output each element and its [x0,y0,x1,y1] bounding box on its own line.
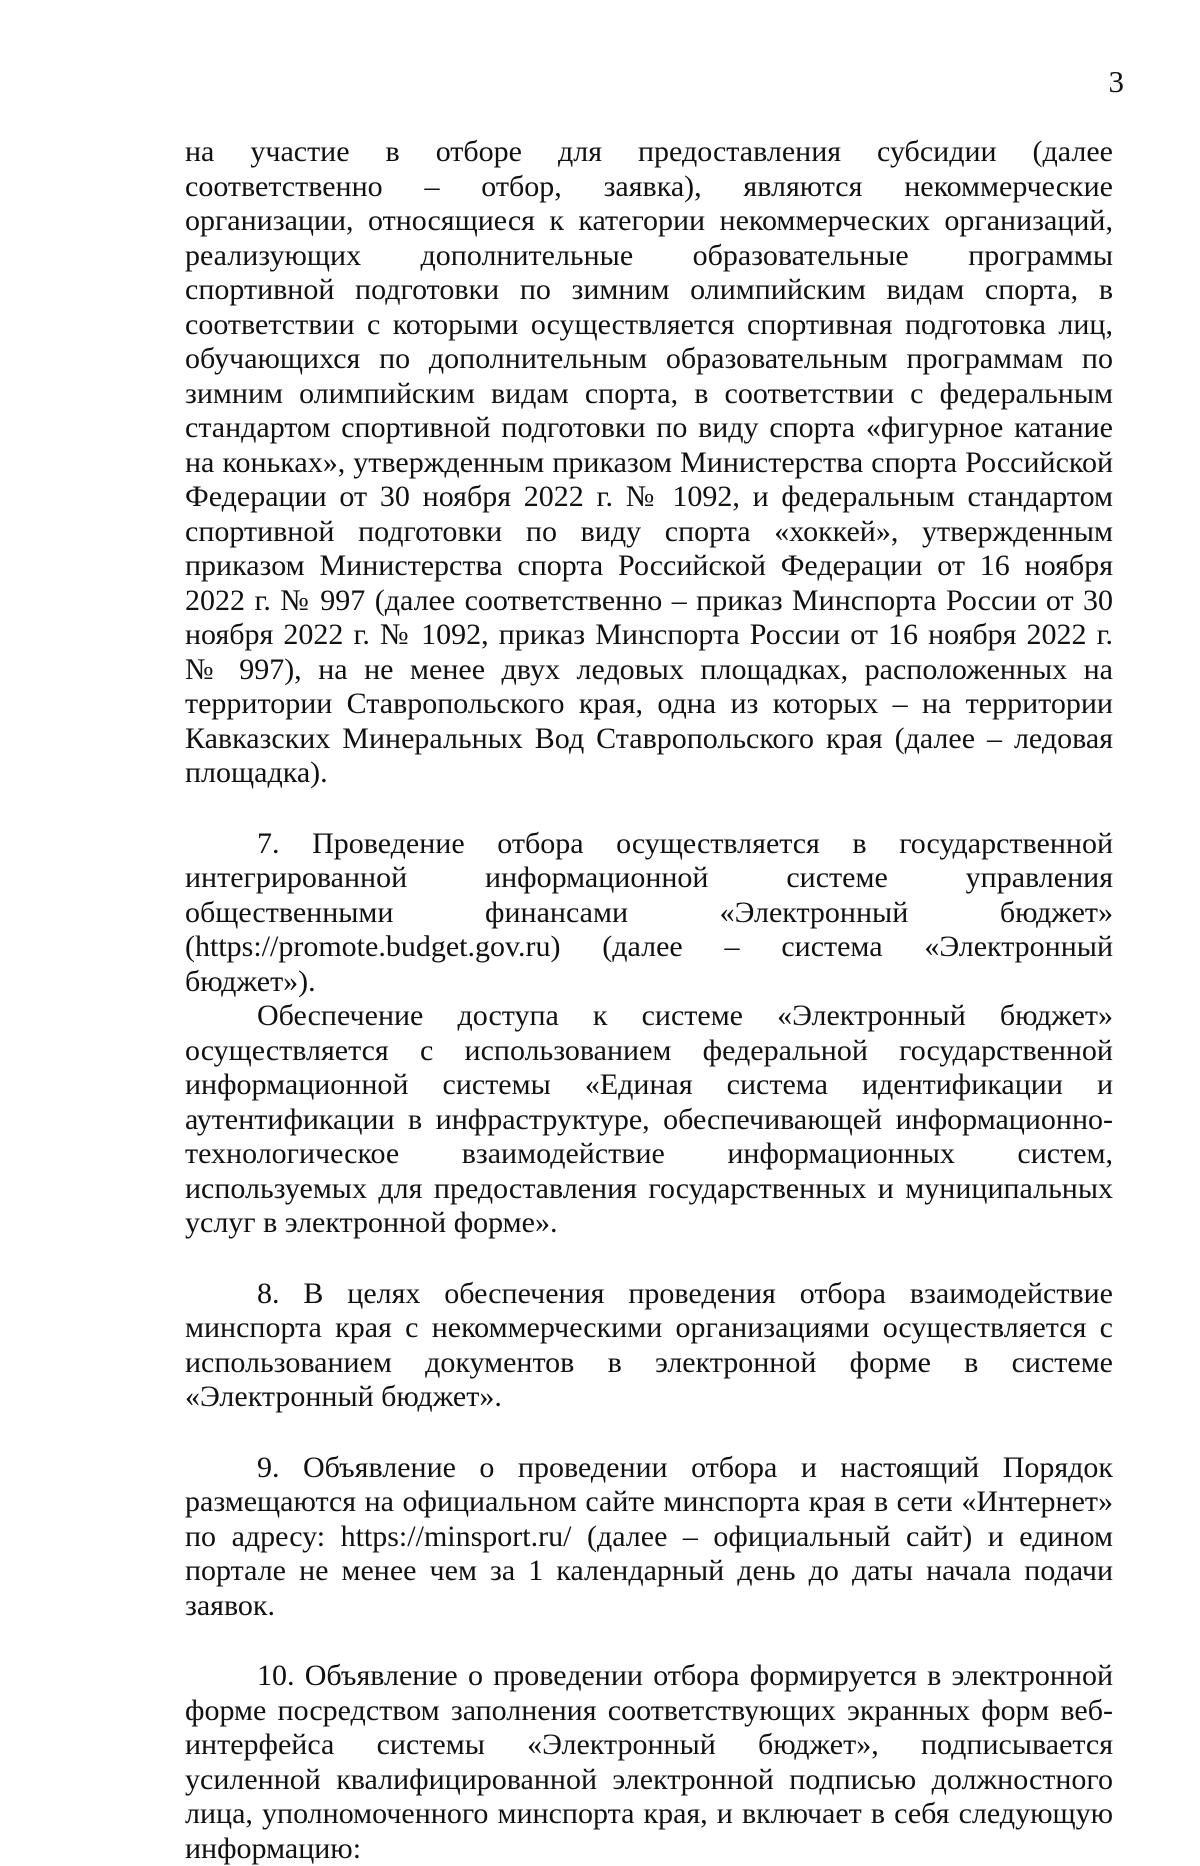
paragraph-item-7: 7. Проведение отбора осуществляется в государственной интегрированной информационной системе управления общественными финансами «Электронный бюджет» (https://promote.budget.gov.ru) (далее – система «Электронный бюджет»). [185,826,1113,998]
paragraph-item-9: 9. Объявление о проведении отбора и настоящий Порядок размещаются на официальном сайте минспорта края в сети «Интернет» по адресу: https://minsport.ru/ (далее – официальный сайт) и едином портале не менее чем за 1 календарный день до даты начала подачи заявок. [185,1450,1113,1622]
document-body [185,135,1113,1866]
paragraph-system-access: Обеспечение доступа к системе «Электронный бюджет» осуществляется с использованием федеральной государственной информационной системы «Единая система идентификации и аутентификации в инфраструктуре, обеспечивающей информационно-технологическое взаимодействие информационных систем, используемых для предоставления государственных и муниципальных услуг в электронной форме». [185,999,1113,1239]
page-number: 3 [1108,64,1124,99]
paragraph-item-10: 10. Объявление о проведении отбора формируется в электронной форме посредством заполнения соответствующих экранных форм веб-интерфейса системы «Электронный бюджет», подписывается усиленной квалифицированной электронной подписью должностного лица, уполномоченного минспорта края, и включает в себя следующую информацию: [185,1659,1113,1865]
paragraph-item-8: 8. В целях обеспечения проведения отбора взаимодействие минспорта края с некоммерческими организациями осуществляется с использованием документов в электронной форме в системе «Электронный бюджет». [185,1276,1113,1413]
paragraph-eligibility-continuation: на участие в отборе для предоставления субсидии (далее соответственно – отбор, заявка), являются некоммерческие организации, относящиеся к категории некоммерческих организаций, реализующих дополнительные образовательные программы спортивной подготовки по зимним олимпийским видам спорта, в соответствии с которыми осуществляется спортивная подготовка лиц, обучающихся по дополнительным образовательным программам по зимним олимпийским видам спорта, в соответствии с федеральным стандартом спортивной подготовки по виду спорта «фигурное катание на коньках», утвержденным приказом Министерства спорта Российской Федерации от 30 ноября 2022 г. № 1092, и федеральным стандартом спортивной подготовки по виду спорта «хоккей», утвержденным приказом Министерства спорта Российской Федерации от 16 ноября 2022 г. № 997 (далее соответственно – приказ Минспорта России от 30 ноября 2022 г. № 1092, приказ Минспорта России от 16 ноября 2022 г. № 997), на не менее двух ледовых площадках, расположенных на территории Ставропольского края, одна из которых – на территории Кавказских Минеральных Вод Ставропольского края (далее – ледовая площадка). [185,135,1113,789]
